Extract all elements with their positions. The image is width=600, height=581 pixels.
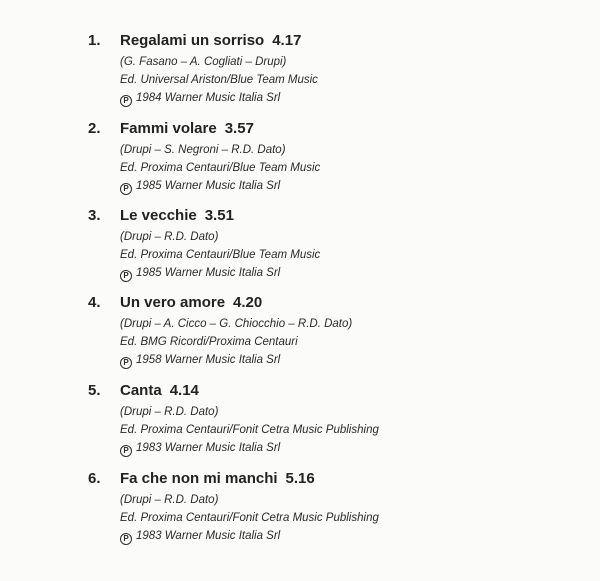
track-title: Le vecchie (120, 207, 197, 224)
track-copyright-line (120, 351, 528, 369)
phonogram-copyright-icon: P (120, 445, 132, 457)
track-heading (88, 120, 528, 138)
track-duration: 3.57 (224, 120, 254, 137)
track-title: Un vero amore (120, 294, 226, 311)
track-copyright-line (120, 264, 528, 282)
phonogram-copyright-icon: P (120, 357, 132, 369)
track-number: 3. (88, 207, 101, 224)
track-item (88, 207, 528, 282)
track-title: Canta (120, 382, 162, 399)
track-item (88, 294, 528, 369)
track-heading (88, 207, 528, 225)
track-item (88, 382, 528, 457)
track-duration: 5.16 (285, 470, 315, 487)
track-copyright-line (120, 439, 528, 457)
track-credits: (Drupi – R.D. Dato) (120, 494, 219, 506)
track-credits: (Drupi – S. Negroni – R.D. Dato) (120, 144, 286, 156)
track-title: Fa che non mi manchi (120, 470, 278, 487)
track-publisher: Ed. Proxima Centauri/Blue Team Music (120, 162, 321, 174)
track-heading (88, 382, 528, 400)
track-publisher: Ed. Proxima Centauri/Fonit Cetra Music Publishing (120, 512, 379, 524)
track-number: 2. (88, 120, 101, 137)
track-publisher: Ed. Proxima Centauri/Blue Team Music (120, 249, 321, 261)
track-duration: 4.20 (233, 294, 263, 311)
track-number: 4. (88, 294, 101, 311)
phonogram-copyright-icon: P (120, 533, 132, 545)
track-copyright: 1983 Warner Music Italia Srl (136, 442, 281, 454)
track-credits: (Drupi – R.D. Dato) (120, 231, 219, 243)
track-duration: 4.14 (169, 382, 199, 399)
track-heading (88, 294, 528, 312)
track-copyright: 1984 Warner Music Italia Srl (136, 92, 281, 104)
track-publisher: Ed. Universal Ariston/Blue Team Music (120, 74, 318, 86)
track-title: Fammi volare (120, 120, 217, 137)
track-copyright-line (120, 177, 528, 195)
track-publisher: Ed. Proxima Centauri/Fonit Cetra Music Publishing (120, 424, 379, 436)
phonogram-copyright-icon: P (120, 270, 132, 282)
track-item (88, 120, 528, 195)
track-publisher: Ed. BMG Ricordi/Proxima Centauri (120, 336, 298, 348)
track-copyright: 1958 Warner Music Italia Srl (136, 354, 281, 366)
track-copyright-line (120, 527, 528, 545)
track-copyright-line (120, 89, 528, 107)
track-title: Regalami un sorriso (120, 32, 265, 49)
track-number: 1. (88, 32, 101, 49)
track-credits: (Drupi – R.D. Dato) (120, 406, 219, 418)
track-heading (88, 32, 528, 50)
track-item (88, 32, 528, 107)
track-copyright: 1985 Warner Music Italia Srl (136, 267, 281, 279)
track-number: 5. (88, 382, 101, 399)
track-copyright: 1985 Warner Music Italia Srl (136, 180, 281, 192)
track-copyright: 1983 Warner Music Italia Srl (136, 530, 281, 542)
track-duration: 3.51 (204, 207, 234, 224)
phonogram-copyright-icon: P (120, 183, 132, 195)
track-item (88, 470, 528, 545)
track-heading (88, 470, 528, 488)
track-duration: 4.17 (272, 32, 302, 49)
phonogram-copyright-icon: P (120, 95, 132, 107)
track-number: 6. (88, 470, 101, 487)
track-credits: (Drupi – A. Cicco – G. Chiocchio – R.D. Dato) (120, 318, 353, 330)
track-credits: (G. Fasano – A. Cogliati – Drupi) (120, 56, 287, 68)
